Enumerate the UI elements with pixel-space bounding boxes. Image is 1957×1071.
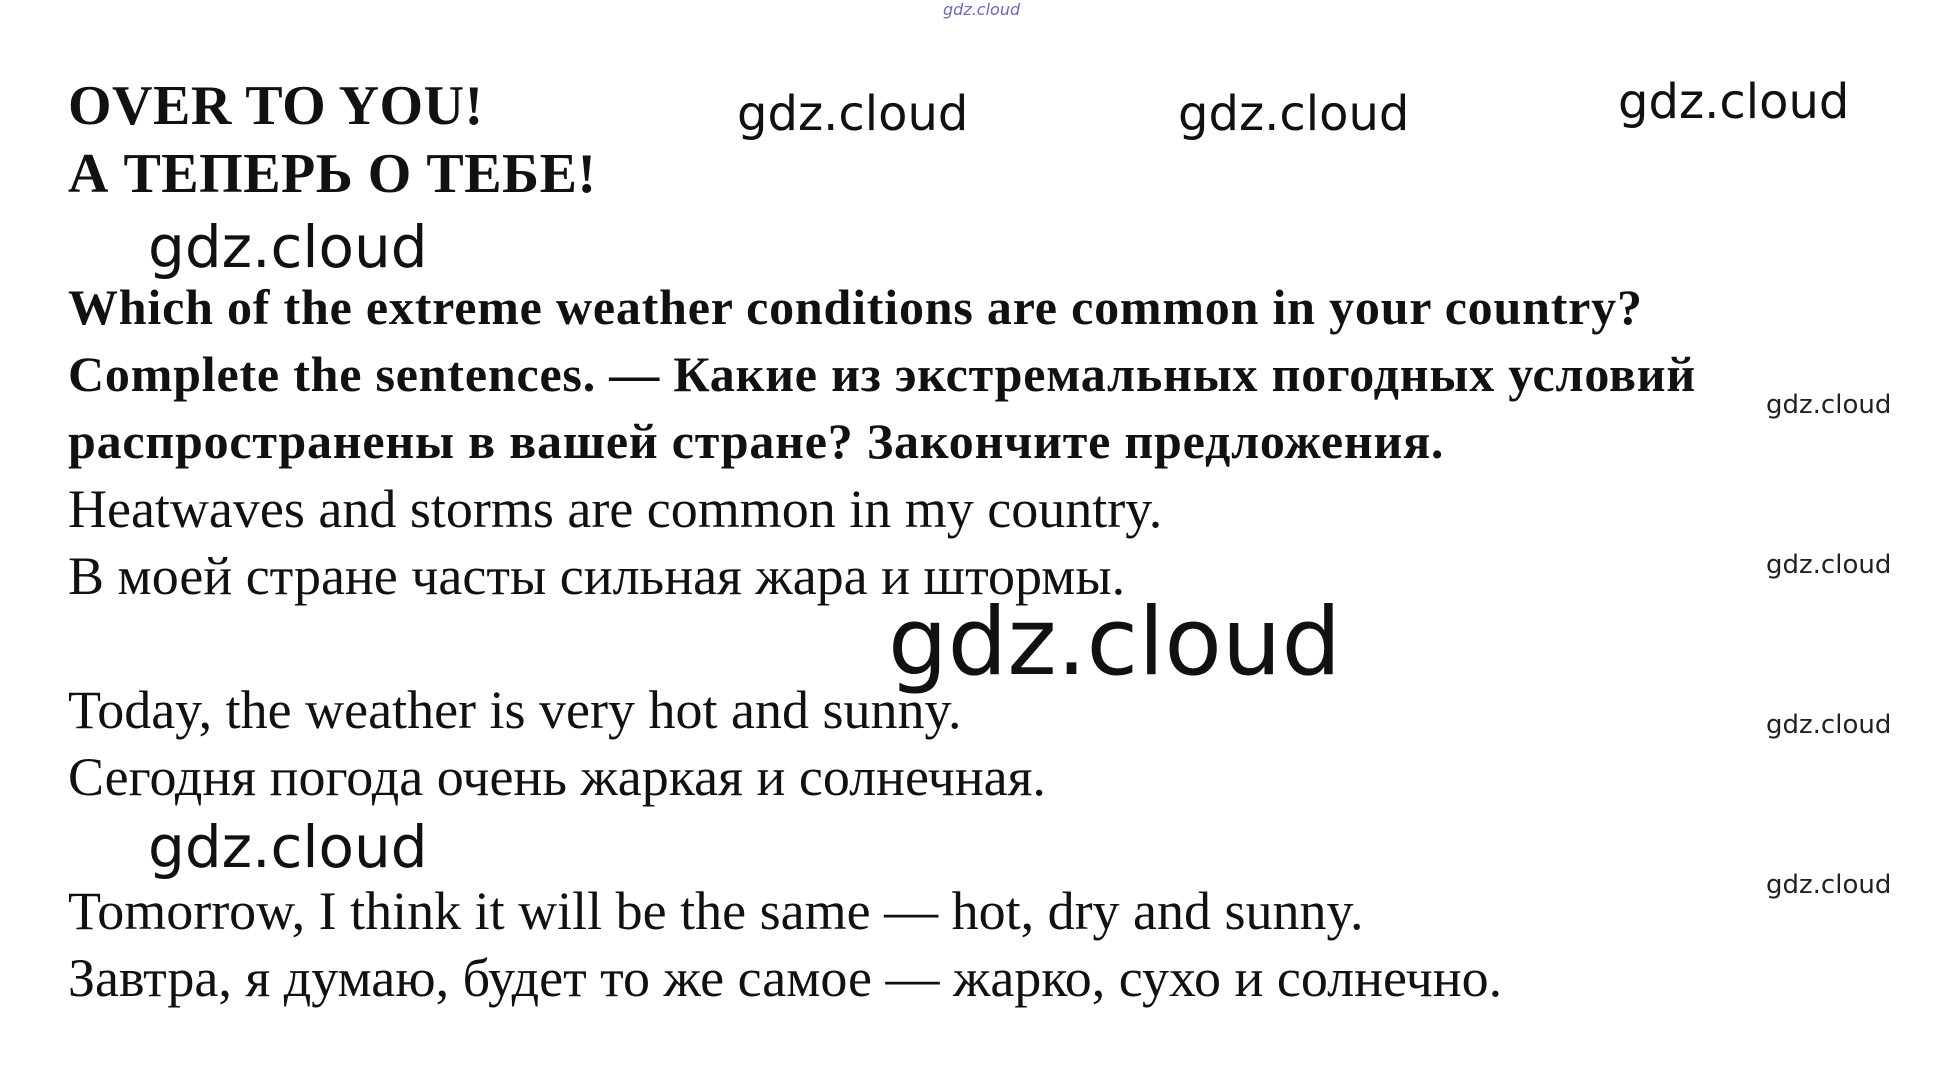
heading-russian: А ТЕПЕРЬ О ТЕБЕ!	[68, 143, 597, 205]
answer-2-en: Today, the weather is very hot and sunny.	[68, 680, 962, 740]
task-line-1: Which of the extreme weather conditions are common in your country?	[68, 279, 1643, 335]
answer-3-en: Tomorrow, I think it will be the same — hot, dry and sunny.	[68, 881, 1364, 941]
watermark-4: gdz.cloud	[148, 213, 428, 281]
heading-english: OVER TO YOU!	[68, 75, 484, 137]
task-line-2: Complete the sentences. — Какие из экстремальных погодных условий	[68, 346, 1696, 402]
watermark-8: gdz.cloud	[1766, 870, 1892, 900]
watermark-2: gdz.cloud	[1178, 86, 1410, 142]
answer-1-en: Heatwaves and storms are common in my country.	[68, 479, 1163, 539]
answer-1-ru: В моей стране часты сильная жара и штормы.	[68, 546, 1126, 606]
watermark-5: gdz.cloud	[1766, 390, 1892, 420]
watermark-center: gdz.cloud	[888, 588, 1342, 697]
answer-2-ru: Сегодня погода очень жаркая и солнечная.	[68, 747, 1046, 807]
watermark-6: gdz.cloud	[1766, 550, 1892, 580]
watermark-3: gdz.cloud	[1618, 74, 1850, 130]
watermark-top: gdz.cloud	[943, 0, 1021, 19]
watermark-7: gdz.cloud	[1766, 710, 1892, 740]
watermark-1: gdz.cloud	[737, 86, 969, 142]
task-line-3: распространены в вашей стране? Закончите предложения.	[68, 413, 1445, 469]
watermark-9: gdz.cloud	[148, 813, 428, 881]
answer-3-ru: Завтра, я думаю, будет то же самое — жарко, сухо и солнечно.	[68, 948, 1503, 1008]
